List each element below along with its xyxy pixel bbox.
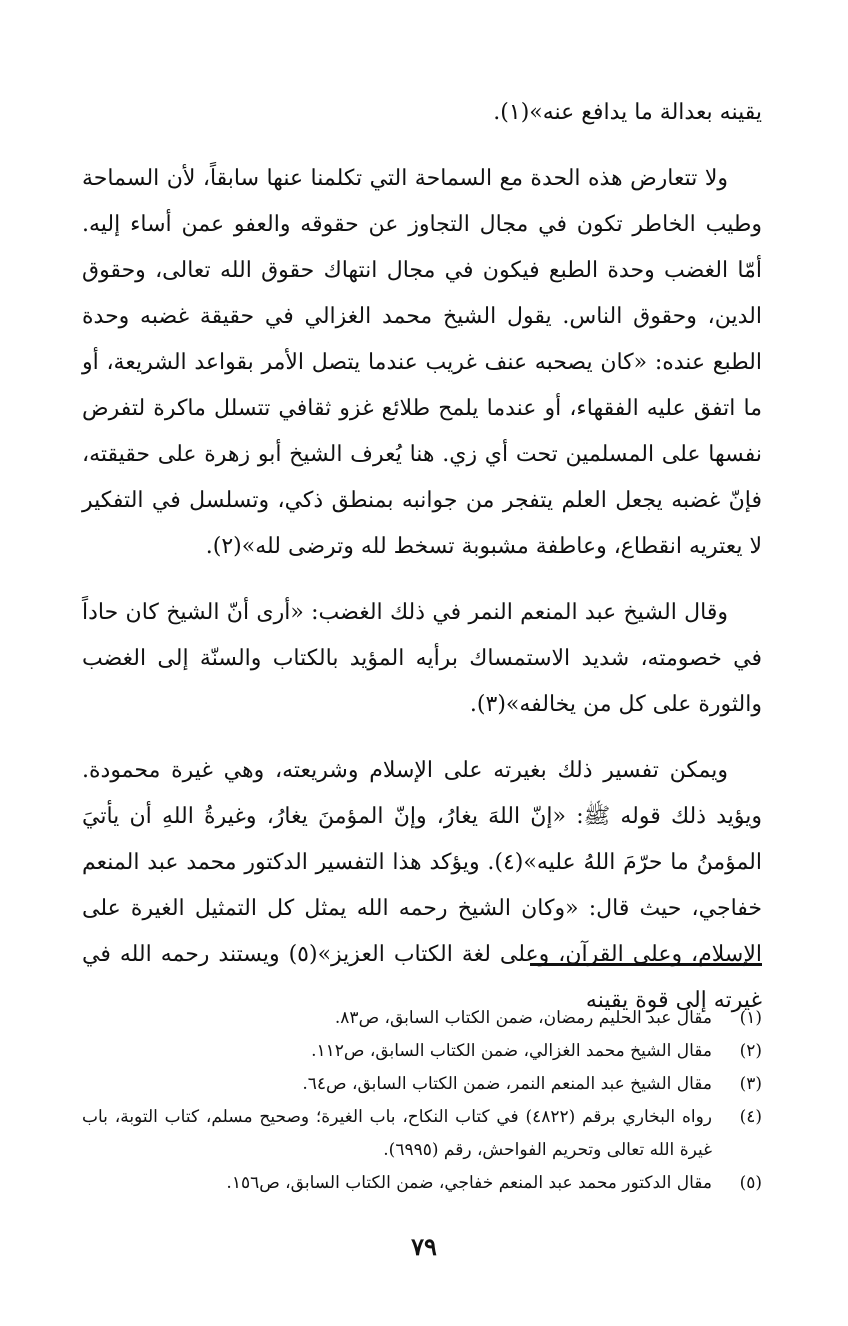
footnote-number: (٢)	[739, 1041, 762, 1061]
footnote-text: مقال الشيخ عبد المنعم النمر، ضمن الكتاب السابق، ص٦٤.	[302, 1074, 712, 1094]
main-text	[82, 90, 762, 1024]
paragraph-3: ويمكن تفسير ذلك بغيرته على الإسلام وشريعته، وهي غيرة محمودة. ويؤيد ذلك قوله ﷺ: «إنّ اللهَ يغارُ، وإنّ المؤمنَ يغارُ، وغيرةُ اللهِ أن يأتيَ المؤمنُ ما حرّمَ اللهُ عليه»(٤). ويؤكد هذا التفسير الدكتور محمد عبد المنعم خفاجي، حيث قال: «وكان الشيخ رحمه الله يمثل كل التمثيل الغيرة على الإسلام، وعلى القرآن، وعلى لغة الكتاب العزيز»(٥) ويستند رحمه الله في غيرته إلى قوة يقينه	[82, 758, 762, 1013]
paragraph-1: ولا تتعارض هذه الحدة مع السماحة التي تكلمنا عنها سابقاً، لأن السماحة وطيب الخاطر تكون في مجال التجاوز عن حقوقه والعفو عمن أساء إليه. أمّا الغضب وحدة الطبع فيكون في مجال انتهاك حقوق الله تعالى، وحقوق الدين، وحقوق الناس. يقول الشيخ محمد الغزالي في حقيقة غضبه وحدة الطبع عنده: «كان يصحبه عنف غريب عندما يتصل الأمر بقواعد الشريعة، أو ما اتفق عليه الفقهاء، أو عندما يلمح طلائع غزو ثقافي تتسلل ماكرة لتفرض نفسها على المسلمين تحت أي زي. هنا يُعرف الشيخ أبو زهرة على حقيقته، فإنّ غضبه يجعل العلم يتفجر من جوانبه بمنطق ذكي، وتسلسل في التفكير لا يعتريه انقطاع، وعاطفة مشبوبة تسخط لله وترضى لله»(٢).	[82, 166, 762, 559]
footnote-number: (١)	[739, 1008, 762, 1028]
footnote-number: (٣)	[739, 1074, 762, 1094]
footnote-3	[82, 1068, 762, 1101]
page-number: ٧٩	[411, 1232, 437, 1261]
footnote-4	[82, 1101, 762, 1167]
footnote-text: مقال الشيخ محمد الغزالي، ضمن الكتاب السابق، ص١١٢.	[311, 1041, 712, 1061]
paragraph-2: وقال الشيخ عبد المنعم النمر في ذلك الغضب: «أرى أنّ الشيخ كان حاداً في خصومته، شديد الاستمساك برأيه المؤيد بالكتاب والسنّة إلى الغضب والثورة على كل من يخالفه»(٣).	[82, 600, 762, 717]
footnote-divider	[530, 963, 762, 966]
paragraph-continuation: يقينه بعدالة ما يدافع عنه»(١).	[493, 100, 762, 125]
footnote-5	[82, 1167, 762, 1200]
footnotes	[82, 1002, 762, 1200]
footnote-text: مقال الدكتور محمد عبد المنعم خفاجي، ضمن الكتاب السابق، ص١٥٦.	[226, 1173, 712, 1193]
footnote-text: مقال عبد الحليم رمضان، ضمن الكتاب السابق، ص٨٣.	[334, 1008, 712, 1028]
footnote-number: (٥)	[739, 1173, 762, 1193]
footnote-text: رواه البخاري برقم (٤٨٢٢) في كتاب النكاح، باب الغيرة؛ وصحيح مسلم، كتاب التوبة، باب غيرة الله تعالى وتحريم الفواحش، رقم (٦٩٩٥).	[82, 1107, 712, 1160]
footnote-1	[82, 1002, 762, 1035]
footnote-2	[82, 1035, 762, 1068]
footnote-number: (٤)	[739, 1107, 762, 1127]
